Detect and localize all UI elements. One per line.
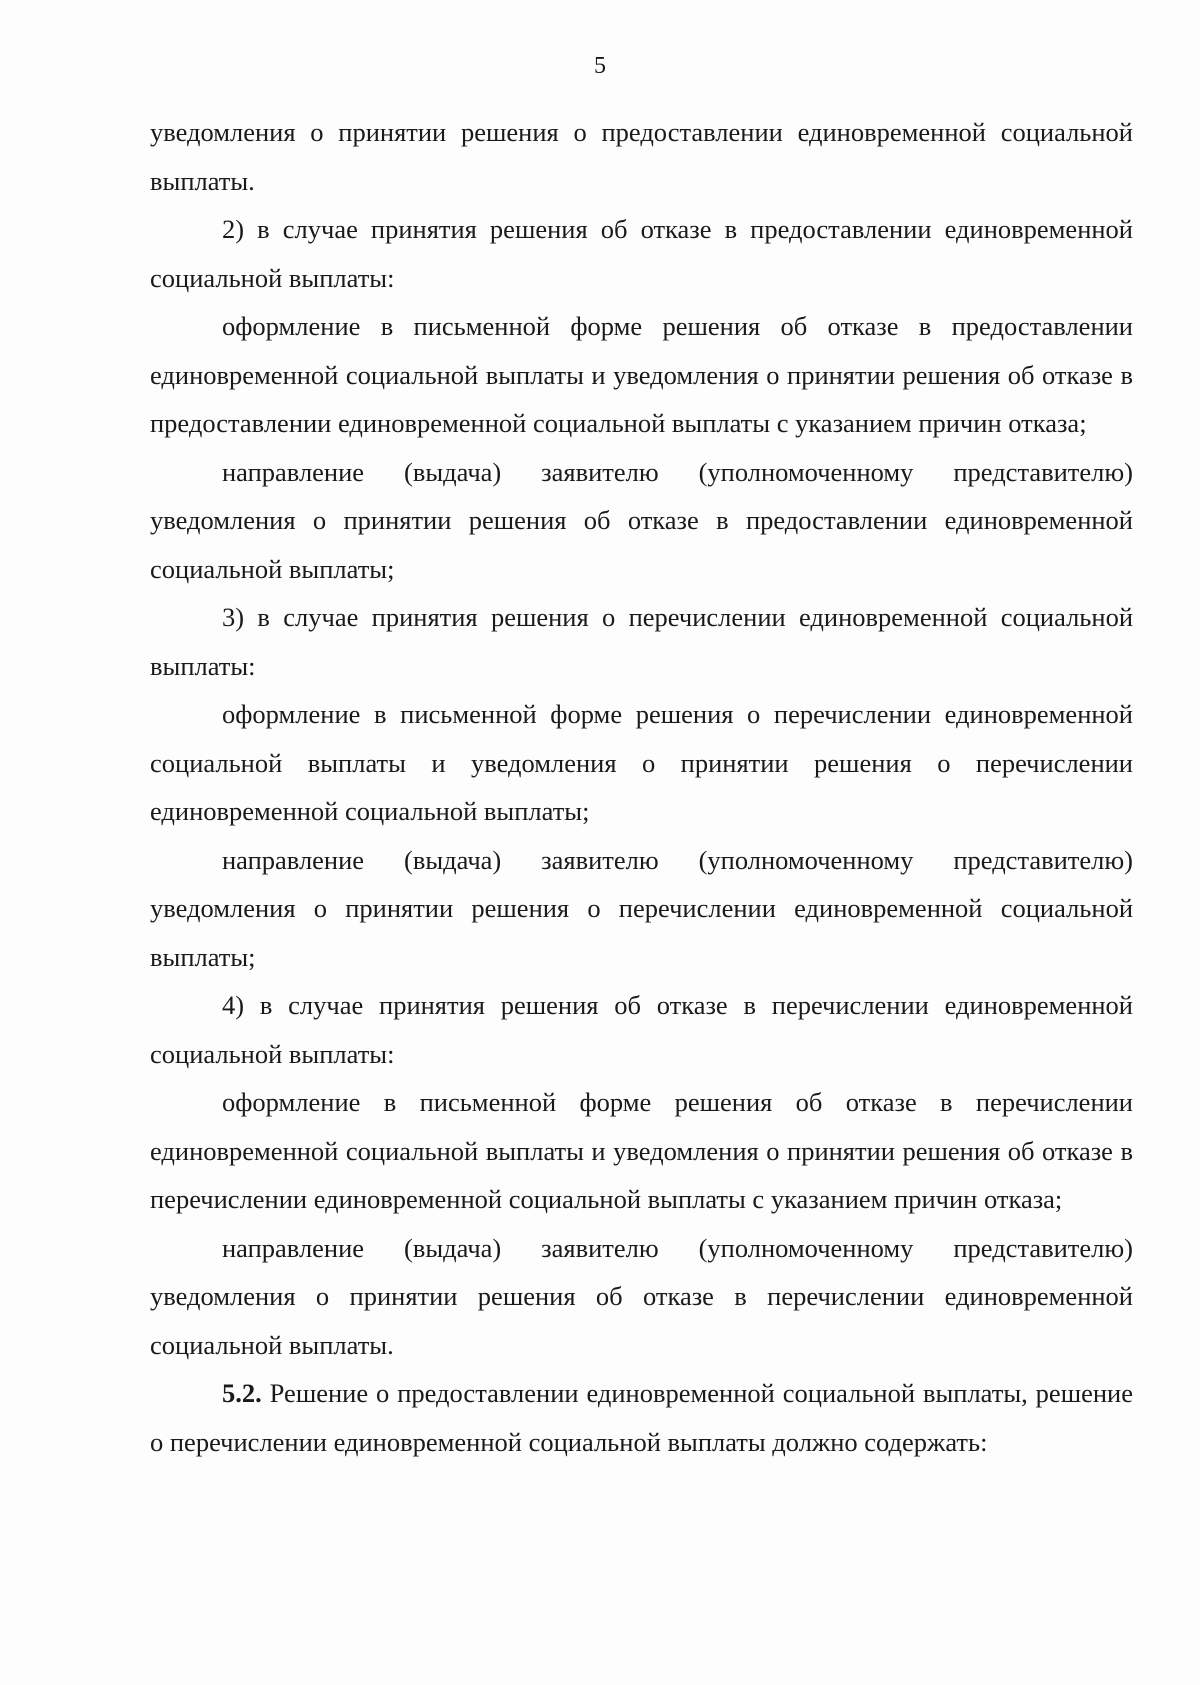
paragraph-refusal-formalization: оформление в письменной форме решения об отказе в предоставлении единовременной социальной выплаты и уведомления о принятии решения об отказе в предоставлении единовременной социальной выплаты с указанием причин отказа;: [150, 311, 1133, 438]
paragraph-item-3: 3) в случае принятия решения о перечислении единовременной социальной выплаты:: [150, 602, 1133, 681]
paragraph-transfer-formalization: оформление в письменной форме решения о перечислении единовременной социальной выплаты и уведомления о принятии решения о перечислении единовременной социальной выплаты;: [150, 699, 1133, 826]
paragraph-refusal-notification: направление (выдача) заявителю (уполномоченному представителю) уведомления о принятии решения об отказе в предоставлении единовременной социальной выплаты;: [150, 456, 1133, 584]
paragraph-transfer-refusal-formalization: оформление в письменной форме решения об отказе в перечислении единовременной социальной выплаты и уведомления о принятии решения об отказе в перечислении единовременной социальной выплаты с указанием причин отказа;: [150, 1087, 1133, 1214]
document-body: [150, 108, 1133, 1466]
paragraph-continuation: уведомления о принятии решения о предоставлении единовременной социальной выплаты.: [150, 117, 1133, 196]
section-text: Решение о предоставлении единовременной социальной выплаты, решение о перечислении единовременной социальной выплаты должно содержать:: [150, 1378, 1133, 1457]
page-number: 5: [594, 53, 606, 79]
paragraph-item-2: 2) в случае принятия решения об отказе в предоставлении единовременной социальной выплаты:: [150, 214, 1133, 293]
section-number: 5.2.: [222, 1378, 262, 1408]
paragraph-transfer-notification: направление (выдача) заявителю (уполномоченному представителю) уведомления о принятии решения о перечислении единовременной социальной выплаты;: [150, 844, 1133, 972]
section-5-2-paragraph: [150, 1369, 1133, 1466]
paragraph-transfer-refusal-notification: направление (выдача) заявителю (уполномоченному представителю) уведомления о принятии решения об отказе в перечислении единовременной социальной выплаты.: [150, 1232, 1133, 1360]
paragraph-item-4: 4) в случае принятия решения об отказе в перечислении единовременной социальной выплаты:: [150, 990, 1133, 1069]
